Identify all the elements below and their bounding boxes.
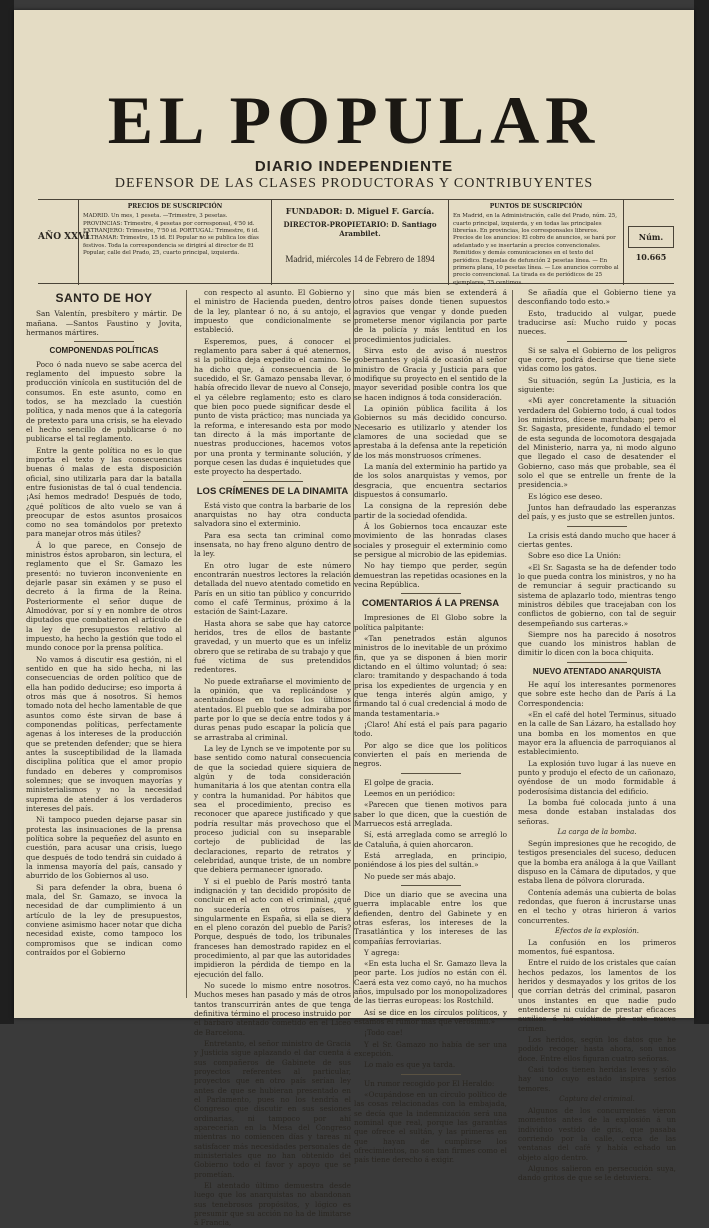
article-paragraph: La bomba fué colocada junto á una mesa donde estaban instaladas dos señoras. <box>518 797 676 826</box>
article-paragraph: con respecto al asunto. El Gobierno y el ministro de Hacienda pueden, dentro de la ley, plantear ó no, á su antojo, el impuesto que condicionalmente se estableció. <box>194 288 351 335</box>
column-1 <box>26 288 182 1000</box>
article-paragraph: Siempre nos ha parecido á nosotros que cuando los ministros hablan de dimitir lo dicen con la boca chiquita. <box>518 629 676 658</box>
article-paragraph: Si para defender la obra, buena ó mala, del Sr. Gamazo, se invoca la necesidad de dar cumplimiento á un artículo de la ley de presupuestos, conviene asimismo hacer notar que dicha necesidad existe, como tampoco los compromisos que se indican como contraídos por el Gobierno <box>26 882 182 957</box>
article-paragraph: Á los Gobiernos toca encauzar este movimiento de las honradas clases sociales y proseguir el exterminio como se persigue al microbio de las epidemias. <box>354 521 507 559</box>
article-heading: COMENTARIOS Á LA PRENSA <box>361 598 500 610</box>
article-paragraph: Según impresiones que he recogido, de testigos presenciales del suceso, deducen que la bomba era análoga á la que Vaillant dispuso en la Cámara de diputados, y que estaba llena de pólvora clorurada. <box>518 838 676 886</box>
article-paragraph: «En el café del hotel Terminus, situado en la calle de San Lázaro, ha estallado hoy una bomba en los momentos en que mayor era la afluencia de parroquianos al establecimiento. <box>518 710 677 757</box>
divider <box>567 341 627 342</box>
article-paragraph: Así se dice en los círculos políticos, y estamos el rumor más que verosímil.» <box>354 1007 507 1027</box>
article-paragraph: La confusión en los primeros momentos, fué espantosa. <box>518 937 676 957</box>
article-paragraph: La explosión tuvo lugar á las nueve en punto y produjo el efecto de un cañonazo, oyéndose de un modo formidable á poderosísima distancia del edificio. <box>518 758 676 796</box>
article-paragraph: Leemos en un periódico: <box>364 788 456 798</box>
article-paragraph: «Ocupándose en un círculo político de las cosas relacionadas con la embajada, se decía que la indemnización será una nominal que real, porque las garantías que ofrece el sultán, y las primeras en que hayan de cumplirse los ofrecimientos, no son tan firmes como el país tiene derecho á exigir. <box>354 1090 507 1165</box>
article-paragraph: Por algo se dice que los políticos convierten el país en merienda de negros. <box>354 740 507 769</box>
article-subheading: Captura del criminal. <box>559 1095 635 1104</box>
article-paragraph: Sí, está arreglada como se arregló lo de Cataluña, á quien ahorcaron. <box>354 830 507 849</box>
article-heading: COMPONENDAS POLÍTICAS <box>49 346 159 356</box>
article-paragraph: Juntos han defraudado las esperanzas del país, y es justo que se estrellen juntos. <box>518 502 676 522</box>
column-3 <box>354 288 507 1165</box>
article-heading: SANTO DE HOY <box>55 291 153 305</box>
subscription-points-title: PUNTOS DE SUSCRIPCIÓN <box>489 203 583 210</box>
article-paragraph: He aquí los interesantes pormenores que sobre este hecho dan de París á La Correspondencia: <box>518 680 676 708</box>
article-paragraph: Casi todos tienen heridas leves y sólo hay uno cuyo estado inspira serios temores. <box>518 1065 676 1093</box>
article-paragraph: Dice un diario que se avecina una guerra implacable entre los que defienden, dentro del Gabinete y en otras esferas, los intereses de la Trasatlántica y los intereses de las compañías ferroviarias. <box>354 889 507 946</box>
article-paragraph: «El Sr. Sagasta se ha de defender todo lo que pueda contra los ministros, y no ha de remunciar á seguir practicando su sistema de aplazarlo todo, mientras tengo ministros débiles que tracejaban con los conflictos de gobierno, con tal de seguir desempeñando sus carteras.» <box>518 562 676 628</box>
article-paragraph: Su situación, según La Justicia, es la siguiente: <box>518 375 676 394</box>
article-paragraph: Impresiones de El Globo sobre la política palpitante: <box>354 613 507 632</box>
founder-line: FUNDADOR: D. Miguel F. García. <box>285 206 435 216</box>
article-paragraph: Entre la gente política no es lo que importa el texto y las consecuencias buenas ó malas de esta disposición oficial, sino utilizarla para dar la batalla entre fusionistas de tal ó cual tendencia. ¡Así hemos medrado! Después de todo, ¿qué políticos de alto vuelo se van á preocupar de estos asuntos prosaicos como no sea tomándolos por pretexto para manejar otros más útiles? <box>26 445 182 539</box>
founder-block <box>274 200 446 285</box>
article-heading: NUEVO ATENTADO ANARQUISTA <box>532 666 662 676</box>
divider <box>567 662 627 663</box>
article-paragraph: Y si el pueblo de París mostró tanta indignación y tan decidido propósito de concluir en el acto con el criminal, ¿qué no sucedería en otros países, y singularmente en España, si ella se diera en el pleno corazón del pueblo de París? Porque, después de todo, los tribunales franceses han demostrado rapidez en el procedimiento, al par que las autoridades impidieron la pérdida de tiempo en la ejecución del fallo. <box>194 876 351 979</box>
article-paragraph: No puede ser más abajo. <box>364 871 456 881</box>
article-paragraph: Sobre eso dice La Unión: <box>528 551 621 561</box>
subscription-points <box>448 200 624 285</box>
article-paragraph: Los heridos, según los datos que he podido recoger hasta ahora, son unos doce. Entre ellos figuran cuatro señoras. <box>518 1035 676 1063</box>
divider <box>401 1074 461 1075</box>
article-heading: LOS CRÍMENES DE LA DINAMITA <box>196 485 349 497</box>
article-paragraph: Esto, traducido al vulgar, puede traducirse así: Mucho ruido y pocas nueces. <box>518 308 676 337</box>
article-paragraph: Está visto que contra la barbarie de los anarquistas no hay otra conducta salvadora sino el exterminio. <box>194 500 351 529</box>
year-label: AÑO XXVI <box>38 232 90 242</box>
article-paragraph: Y agrega: <box>364 947 400 957</box>
masthead-title: EL POPULAR <box>107 82 601 158</box>
article-paragraph: Para esa secta tan criminal como insensata, no hay freno alguno dentro de la ley. <box>194 530 351 559</box>
article-paragraph: Y el Sr. Gamazo no había de ser una excepción. <box>354 1039 507 1059</box>
article-paragraph: La opinión pública facilita á los Gobiernos su más decidido concurso. Necesario es utilizarlo y atender los clamores de una sociedad que se aprestaba á la defensa ante la repetición de los más monstruosos crímenes. <box>354 403 507 460</box>
article-subheading: La carga de la bomba. <box>557 827 637 836</box>
article-paragraph: Es lógico ese deseo. <box>528 491 603 501</box>
article-paragraph: Hasta ahora se sabe que hay catorce heridos, tres de ellos de bastante gravedad, y un muerto que es un infeliz obrero que se retiraba de su trabajo y que fué víctima de sus pretendidos redentores. <box>194 618 351 675</box>
column-rule <box>186 290 187 998</box>
article-paragraph: La crisis está dando mucho que hacer á ciertas gentes. <box>518 530 676 549</box>
column-rule <box>512 290 513 998</box>
article-paragraph: sino que más bien se extenderá á otros países donde tienen supuestos agravios que vengar y donde pueden prometerse menor vigilancia por parte de la policía y más lentitud en los procedimientos judiciales. <box>354 288 507 344</box>
article-paragraph: No hay tiempo que perder, según demuestran las repetidas ocasiones en la vecina República. <box>354 561 507 589</box>
divider <box>567 526 627 527</box>
article-paragraph: Poco ó nada nuevo se sabe acerca del reglamento del impuesto sobre la producción vinícola en sustitución del de consumos. En este asunto, como en todos, se ha mezclado la cuestión política, y nada menos que á la categoría de pretexto para una crisis, se ha elevado el hecho sencillo de publicarse ó no publicarse el tal reglamento. <box>26 359 182 444</box>
article-paragraph: El golpe de gracia. <box>364 777 434 787</box>
subscription-prices-title: PRECIOS DE SUSCRIPCIÓN <box>127 203 223 210</box>
article-paragraph: No puede extrañarse el movimiento de la opinión, que va replicándose y acentuándose en todos los últimos atentados. El pueblo que se admiraba por parte por lo que se decía entre todos y á duras penas pudo escapar la policía que se arrastraba al criminal. <box>194 676 351 742</box>
article-subheading: Efectos de la explosión. <box>555 926 639 935</box>
article-paragraph: Esperemos, pues, á conocer el reglamento para saber á qué atenernos, si la política deja expedito el camino. Se ha dicho que, á consecuencia de lo sucedido, el Sr. Gamazo pensaba llevar, ó había ofrecido llevar de nuevo al Consejo, el ya célebre reglamento; esto es claro que bien poco puede significar desde el punto de vista práctico; mas nunciada ya la reforma, e interesando esta por modo tan directo á la más importante de nuestras producciones, hacemos votos por una pronta y terminante solución, y porque cesen las dudas é inquietudes que este proyecto ha despertado. <box>194 336 351 477</box>
divider <box>401 593 461 594</box>
article-paragraph: La consigna de la represión debe partir de la sociedad ofendida. <box>354 501 507 520</box>
director-line: DIRECTOR-PROPIETARIO: D. Santiago Arambilet. <box>283 219 437 239</box>
article-paragraph: Si se salva el Gobierno de los peligros que corre, podrá decirse que tiene siete vidas como los gatos. <box>518 345 676 374</box>
article-paragraph: Á lo que parece, en Consejo de ministros éstos aprobaron, sin lectura, el reglamento que el Sr. Gamazo les presentó: no tuvieron inconveniente en dejarle pasar sin exámen y se puso el decreto á la firma de la Reina. Posteriormente el señor duque de Almodóvar, por sí y en nombre de otros diputados que combatieron el artículo de la ley de presupuestos relativo al impuesto, ha hecho la gestión que todo el mundo conoce por la prensa política. <box>26 540 182 653</box>
article-paragraph: Entretanto, el señor ministro de Gracia y Justicia sigue aplazando el dar cuenta á sus compañeros de Gabinete de sus proyectos referentes al particular, proyectos que en otro país serían ley antes de que se hubieran presentado en el Parlamento, pues no los tendría el Congreso que discutir en sus sesiones ordinarias, ni tampoco por ahí aparecerían en la Mesa del Congreso mientras no comiencen días y tareas ni satisfacer más necesidades personales de ministeriales que no han obtenido del Gobierno todo el favor y apoyo que se prometían. <box>194 1039 351 1179</box>
article-paragraph: Un rumor recogido por El Heraldo: <box>364 1078 495 1088</box>
article-paragraph: En otro lugar de este número encontrarán nuestros lectores la relación detallada del nuevo atentado cometido en París en un sitio tan público y concurrido como el café Terminus, próximo á la estación de Saint-Lazare. <box>194 560 351 617</box>
divider <box>243 481 303 482</box>
column-4 <box>518 288 677 1183</box>
article-paragraph: No sucede lo mismo entre nosotros. Muchos meses han pasado y más de otros tantos transcurrirán antes de que tenga definitiva término el proceso instruido por el bárbaro atentado cometido en el Liceo de Barcelona. <box>194 981 351 1037</box>
article-paragraph: «Tan penetrados están algunos ministros de lo inevitable de un próximo fin, que ya se disponen á bien morir dictando en el último voluntad; ó sea: claro: tramitando y despachando á toda prisa los expedientes de urgencia y en que tenga interés algún amigo, y firmando tal ó cual credencial á modo de manda testamentaria.» <box>354 633 507 718</box>
issue-date: Madrid, miércoles 14 de Febrero de 1894 <box>285 253 435 264</box>
masthead-subtitle: DIARIO INDEPENDIENTE <box>254 158 454 175</box>
article-paragraph: «Mi ayer concretamente la situación verdadera del Gobierno todo, á cual todos los ministros, dícese marchaban; pero el Sr. Sagasta, presidente, fundado el temor de esta segunda de locomotora desgajada del Ministerio, narra ya, ni modo alguno que llegado el caso de desatender el Gobierno, caso más que probable, sea él solo el que se entrelle un frente de la presidencia.» <box>518 396 676 490</box>
article-paragraph: La ley de Lynch se ve impotente por su base sentido como natural consecuencia de que la sociedad quiere siquiera de algún y de toda consideración humanitaria á los que atentan contra ella y contra la humanidad. Por hábitos que sea el procedimiento, preciso es reconocer que aparece justificado y que podría resultar más provechoso que el proceso judicial con su inseparable cortejo de publicidad de las declaraciones, reparto de retratos y celebridad, aunque triste, de un nombre que debiera permanecer ignorado. <box>194 743 351 875</box>
masthead-tagline: DEFENSOR DE LAS CLASES PRODUCTORAS Y CONTRIBUYENTES <box>114 176 594 191</box>
article-paragraph: Entre el ruido de los cristales que caían hechos pedazos, los lamentos de los heridos y desmayados y los gritos de los que corrían detrás del criminal, pasaron unos instantes en que nadie pudo entenderse ni cuidar de prestar eficaces auxilios á las víctimas de este nuevo crimen. <box>518 958 676 1033</box>
article-paragraph: La manía del exterminio ha partido ya de los solos anarquistas y vemos, por desgracia, que encuentra sectarios dispuestos á consumarlo. <box>354 461 507 499</box>
article-paragraph: ¡Todo cae! <box>364 1028 403 1038</box>
article-paragraph: No vamos á discutir esa gestión, ni el sentido en que ha sido hecha, ni las consecuencias de orden político que de ella han podido deducirse; eso importa á otros más que á nosotros. Sí hemos tomado nota del hecho lamentable de que asuntos como éste sirvan de base á componendas políticas, perfectamente agenas á los intereses de la producción que se pretenden defender; que se hiera antes la susceptibilidad de la llamada disciplina política que el amor propio fundado en deberes y compromisos solemnes; que se invoquen mayorías y ministerialismos y no la necesidad suprema de atender á los verdaderos intereses del país. <box>26 654 182 813</box>
article-paragraph: «En esta lucha el Sr. Gamazo lleva la peor parte. Los judíos no están con él. Caerá esta vez como cayó, no ha muchos años, impulsado por los monopolizadores de las tierras europeas: los Rostchild. <box>354 959 507 1006</box>
newspaper-page <box>14 10 694 1228</box>
article-paragraph: «Parecen que tienen motivos para saber lo que dicen, que la cuestión de Marruecos está arreglada. <box>354 800 507 828</box>
divider <box>74 341 134 342</box>
info-row <box>38 199 674 284</box>
article-paragraph: Se añadía que el Gobierno tiene ya desconfiando todo esto.» <box>518 288 676 307</box>
article-paragraph: Sirva esto de aviso á nuestros gobernantes y ojalá de ocasión al señor ministro de Gracia y Justicia para que modifique su proyecto en el sentido de la mayor severidad posible contra los que se hacen indignos á toda consideración. <box>354 345 507 402</box>
article-paragraph: Algunos de los concurrentes vieron momentos antes de la explosión á un individuo vestido de gris, que pasaba corriendo por la calle, cerca de las ventanas del café y había echado un objeto algo dentro. <box>518 1106 676 1162</box>
article-paragraph: Algunos salieron en persecución suya, dando gritos de que se le detuviera. <box>518 1164 676 1183</box>
subscription-prices-text: MADRID. Un mes, 1 peseta. —Trimestre, 3 pesetas. PROVINCIAS: Trimestre, 4 pesetas por corresponsal, 4'50 id. EXTRANJERO: Trimestre, 7'50 id. PORTUGAL: Trimestre, 6 id. ULTRAMAR: Trimestre, 15 id. El Popular no se publica los días festivos. Toda la correspondencia se dirigirá al director de El Popular, calle del Prado, 25, cuarto principal, izquierda. <box>83 213 259 257</box>
subscription-points-text: En Madrid, en la Administración, calle del Prado, núm. 25, cuarto principal, izquierda, y en todas las principales librerías. En provincias, los corresponsales libreros. Precios de los anuncios: El cobro de anuncios, se hará por adelantado y se insertarán a precios convencionales. Remitidos y demás comunicaciones en el texto del periódico. Esquelas de defunción 2 pesetas línea. — En primera plana, 10 pesetas línea. — Los anuncios corrobo al precio convencional. La tirada es de periódicos de 25 ejemplares, 75 centimos. <box>453 213 619 286</box>
article-paragraph: Ni tampoco pueden dejarse pasar sin protesta las insinuaciones de la prensa política sobre la pequeñez del asunto en cuestión, para acusar una crisis, luego que después de todo tendrá sin cuidado á la inmensa mayoría del país, cansado y aburrido de los Gobiernos al uso. <box>26 815 182 881</box>
issue-number: Núm. 10.665 <box>628 226 674 248</box>
column-2 <box>194 288 351 1228</box>
article-paragraph: San Valentín, presbítero y mártir. De mañana. —Santos Faustino y Jovita, hermanos mártires. <box>26 309 182 338</box>
scan-left-edge <box>0 0 14 1024</box>
article-paragraph: ¡Claro! Ahí está el país para pagario todo. <box>354 719 507 739</box>
article-paragraph: Lo malo es que ya tarda. <box>364 1060 456 1070</box>
divider <box>401 885 461 886</box>
divider <box>401 773 461 774</box>
article-paragraph: Está arreglada, en principio, poniéndose á los pies del sultán.» <box>354 850 507 870</box>
article-paragraph: Contenía además una cubierta de bolas redondas, que fueron á incrustarse unas en el techo y otras hirieron á varios concurrentes. <box>518 887 676 925</box>
article-paragraph: El atentado último demuestra desde luego que los anarquistas no abandonan sus tenebrosos propósitos, y lógico es presumir que su acción no ha de limitarse á Francia, <box>194 1181 351 1228</box>
subscription-prices <box>78 200 272 285</box>
scan-right-edge <box>694 0 709 1024</box>
